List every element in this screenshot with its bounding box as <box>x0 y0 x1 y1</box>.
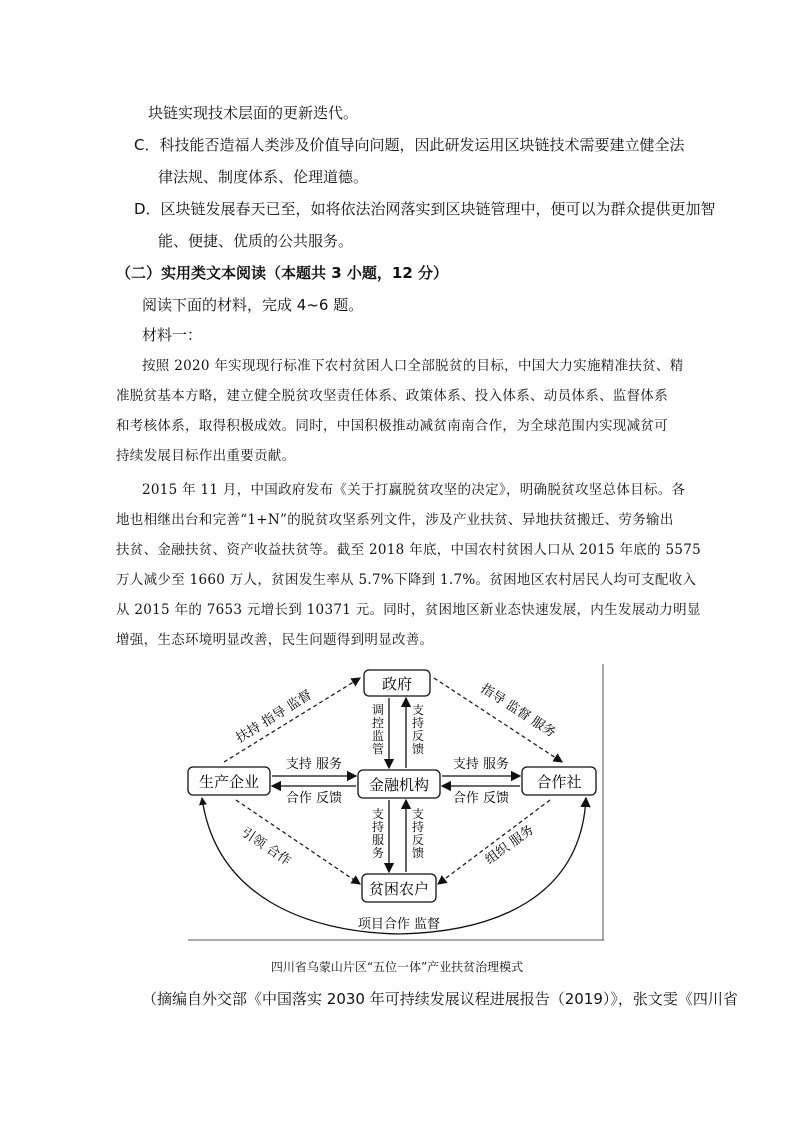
label-bottom: 项目合作 监督 <box>357 917 441 932</box>
option-d-line1: D．区块链发展春天已至，如将依法治网落实到区块链管理中，便可以为群众提供更加智 <box>134 200 716 218</box>
node-coop: 合作社 <box>536 773 582 791</box>
label-gov-fin-right: 支持反馈 <box>412 703 425 756</box>
paragraph-2-line: 万人减少至 1660 万人，贫困发生率从 5.7%下降到 1.7%。贫困地区农村居民人均可支配收入 <box>116 572 697 588</box>
node-finance: 金融机构 <box>368 776 430 794</box>
paragraph-1-line: 和考核体系，取得积极成效。同时，中国积极推动减贫南南合作，为全球范围内实现减贫可 <box>116 418 668 434</box>
paragraph-2-line: 2015 年 11 月，中国政府发布《关于打赢脱贫攻坚的决定》，明确脱贫攻坚总体目标。各 <box>142 482 686 498</box>
label-fin-farm-left: 支持服务 <box>372 807 385 860</box>
option-b-continuation: 块链实现技术层面的更新迭代。 <box>148 104 359 122</box>
node-enterprise: 生产企业 <box>198 773 260 791</box>
paragraph-1-line: 准脱贫基本方略，建立健全脱贫攻坚责任体系、政策体系、投入体系、动员体系、监督体系 <box>116 388 668 404</box>
label-gov-fin-left: 调控监管 <box>372 703 385 756</box>
section-heading: （二）实用类文本阅读（本题共 3 小题，12 分） <box>116 264 448 282</box>
label-fin-farm-right: 支持反馈 <box>412 807 425 860</box>
paragraph-1-line: 持续发展目标作出重要贡献。 <box>116 448 296 464</box>
reading-instruction: 阅读下面的材料，完成 4~6 题。 <box>142 296 364 314</box>
node-farmer: 贫困农户 <box>368 880 430 898</box>
label-ent-fin-bottom: 合作 反馈 <box>285 791 343 806</box>
label-coop-farmer: 组织 服务 <box>482 822 538 868</box>
poverty-governance-diagram <box>186 662 606 944</box>
option-c-line1: C．科技能否造福人类涉及价值导向问题，因此研发运用区块链技术需要建立健全法 <box>134 136 685 154</box>
option-d-line2: 能、便捷、优质的公共服务。 <box>158 232 354 250</box>
diagram-caption: 四川省乌蒙山片区“五位一体”产业扶贫治理模式 <box>270 960 524 974</box>
label-fin-coop-top: 支持 服务 <box>452 757 510 772</box>
paragraph-2-line: 地也相继出台和完善“1+N”的脱贫攻坚系列文件，涉及产业扶贫、异地扶贫搬迁、劳务输出 <box>116 512 674 528</box>
label-fin-coop-bottom: 合作 反馈 <box>452 791 510 806</box>
paragraph-2-line: 增强，生态环境明显改善，民生问题得到明显改善。 <box>116 632 434 648</box>
material-label: 材料一： <box>142 326 203 344</box>
label-ent-fin-top: 支持 服务 <box>285 757 343 772</box>
paragraph-2-line: 从 2015 年的 7653 元增长到 10371 元。同时，贫困地区新业态快速发展，内生发展动力明显 <box>116 602 701 618</box>
node-gov: 政府 <box>381 675 413 693</box>
label-gov-coop: 指导 监督 服务 <box>477 681 559 741</box>
option-c-line2: 律法规、制度体系、伦理道德。 <box>158 168 369 186</box>
paragraph-2-line: 扶贫、金融扶贫、资产收益扶贫等。截至 2018 年底，中国农村贫困人口从 2015 年底的 5575 <box>116 542 702 558</box>
source-note: （摘编自外交部《中国落实 2030 年可持续发展议程进展报告（2019）》，张文雯《四川省 <box>142 990 738 1008</box>
label-enterprise-gov: 扶持 指导 监督 <box>233 687 315 747</box>
paragraph-1-line: 按照 2020 年实现现行标准下农村贫困人口全部脱贫的目标，中国大力实施精准扶贫、精 <box>142 358 684 374</box>
label-enterprise-farmer: 引领 合作 <box>238 825 294 870</box>
